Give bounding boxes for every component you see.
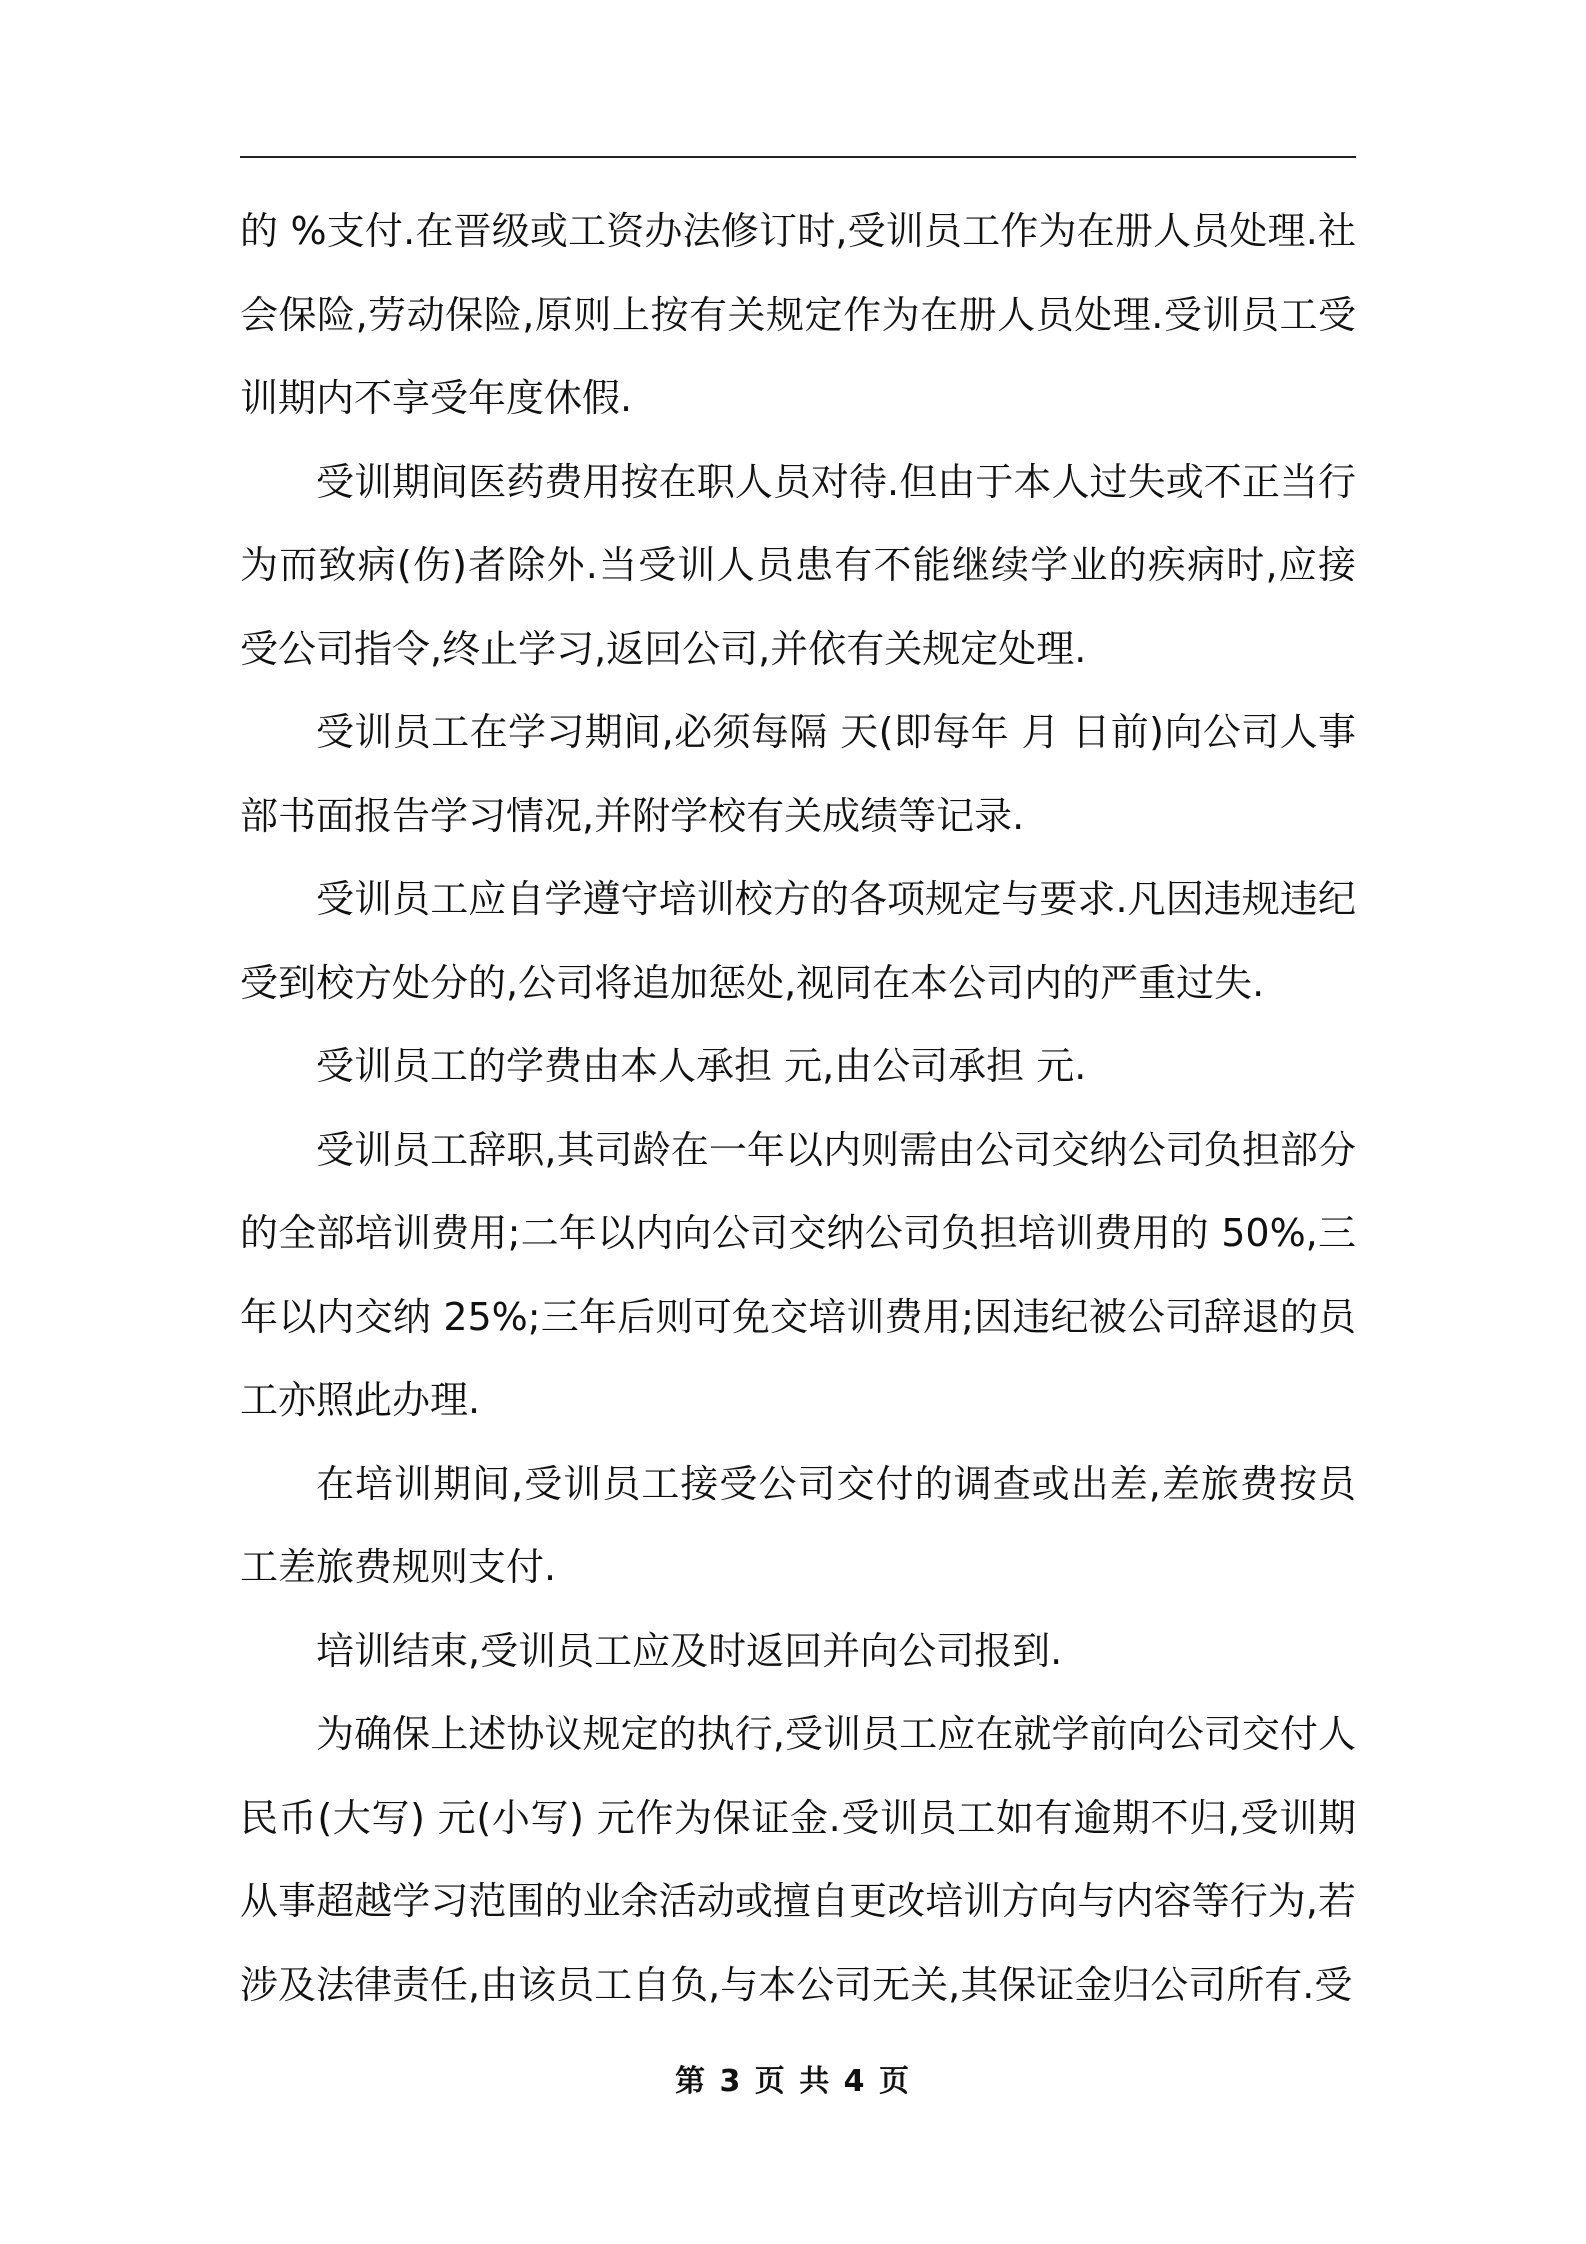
header-rule bbox=[240, 156, 1356, 158]
paragraph-4: 受训员工应自学遵守培训校方的各项规定与要求.凡因违规违纪受到校方处分的,公司将追加惩处,视同在本公司内的严重过失. bbox=[240, 877, 1356, 1005]
paragraph-3: 受训员工在学习期间,必须每隔 天(即每年 月 日前)向公司人事部书面报告学习情况,并附学校有关成绩等记录. bbox=[240, 710, 1356, 838]
paragraph-1: 的 %支付.在晋级或工资办法修订时,受训员工作为在册人员处理.社会保险,劳动保险,原则上按有关规定作为在册人员处理.受训员工受训期内不享受年度休假. bbox=[240, 209, 1356, 420]
paragraph-5: 受训员工的学费由本人承担 元,由公司承担 元. bbox=[316, 1044, 1087, 1088]
paragraph-8: 培训结束,受训员工应及时返回并向公司报到. bbox=[316, 1628, 1063, 1673]
paragraph-6: 受训员工辞职,其司龄在一年以内则需由公司交纳公司负担部分的全部培训费用;二年以内向公司交纳公司负担培训费用的 50%,三年以内交纳 25%;三年后则可免交培训费用;因违纪被公司辞退的员工亦照此办理. bbox=[240, 1127, 1356, 1422]
paragraph-2: 受训期间医药费用按在职人员对待.但由于本人过失或不正当行为而致病(伤)者除外.当受训人员患有不能继续学业的疾病时,应接受公司指令,终止学习,返回公司,并依有关规定处理. bbox=[240, 459, 1356, 671]
paragraph-7: 在培训期间,受训员工接受公司交付的调查或出差,差旅费按员工差旅费规则支付. bbox=[240, 1461, 1356, 1589]
page-number-footer: 第 3 页 共 4 页 bbox=[675, 2064, 911, 2099]
paragraph-9: 为确保上述协议规定的执行,受训员工应在就学前向公司交付人民币(大写) 元(小写) 元作为保证金.受训员工如有逾期不归,受训期从事超越学习范围的业余活动或擅自更改培训方向与内容等行为,若涉及法律责任,由该员工自负,与本公司无关,其保证金归公司所有.受 bbox=[240, 1712, 1356, 2007]
document-body bbox=[240, 190, 1356, 2027]
